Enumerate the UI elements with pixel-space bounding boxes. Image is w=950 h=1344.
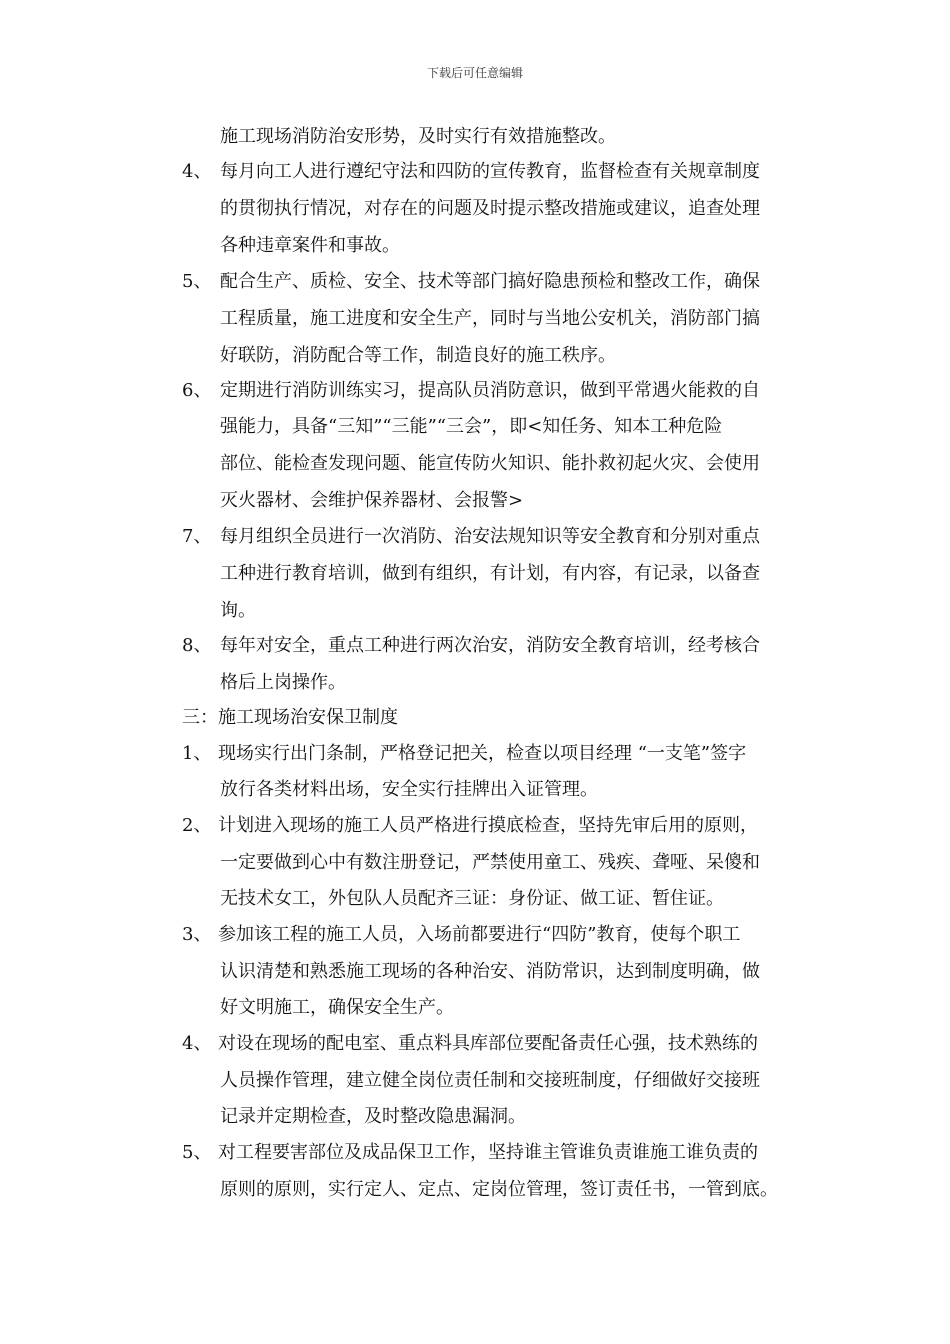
paragraph-line: 工程质量，施工进度和安全生产，同时与当地公安机关，消防部门搞 [220, 308, 760, 329]
list-number: 1、 [182, 743, 212, 764]
paragraph-line: 参加该工程的施工人员，入场前都要进行“四防”教育，使每个职工 [218, 924, 741, 945]
paragraph-line: 好联防，消防配合等工作，制造良好的施工秩序。 [220, 345, 616, 366]
paragraph-line: 对工程要害部位及成品保卫工作，坚持谁主管谁负责谁施工谁负责的 [218, 1142, 758, 1163]
paragraph-line: 工种进行教育培训，做到有组织，有计划，有内容，有记录，以备查 [220, 563, 760, 584]
paragraph-line: 原则的原则，实行定人、定点、定岗位管理，签订责任书，一管到底。 [220, 1179, 778, 1200]
list-number: 5、 [182, 271, 212, 292]
paragraph-line: 每月向工人进行遵纪守法和四防的宣传教育，监督检查有关规章制度 [220, 161, 760, 182]
paragraph-line: 记录并定期检查，及时整改隐患漏洞。 [220, 1106, 526, 1127]
page-header: 下载后可任意编辑 [426, 66, 523, 80]
paragraph-line: 现场实行出门条制，严格登记把关，检查以项目经理 “一支笔”签字 [218, 743, 747, 764]
list-number: 4、 [182, 161, 212, 182]
list-number: 4、 [182, 1033, 212, 1054]
paragraph-line: 计划进入现场的施工人员严格进行摸底检查，坚持先审后用的原则， [218, 815, 758, 836]
paragraph-line: 放行各类材料出场，安全实行挂牌出入证管理。 [220, 779, 598, 800]
paragraph-line: 配合生产、质检、安全、技术等部门搞好隐患预检和整改工作，确保 [220, 271, 760, 292]
paragraph-line: 灭火器材、会维护保养器材、会报警> [220, 490, 524, 511]
paragraph-line: 的贯彻执行情况，对存在的问题及时提示整改措施或建议，追查处理 [220, 198, 760, 219]
paragraph-line: 施工现场消防治安形势，及时实行有效措施整改。 [220, 126, 616, 147]
paragraph-line: 强能力，具备“三知”“三能”“三会”，即<知任务、知本工种危险 [220, 416, 723, 437]
paragraph-line: 询。 [220, 600, 256, 621]
list-number: 3、 [182, 924, 212, 945]
paragraph-line: 部位、能检查发现问题、能宣传防火知识、能扑救初起火灾、会使用 [220, 453, 760, 474]
paragraph-line: 认识清楚和熟悉施工现场的各种治安、消防常识，达到制度明确，做 [220, 961, 760, 982]
section-heading: 三：施工现场治安保卫制度 [182, 707, 398, 728]
paragraph-line: 人员操作管理，建立健全岗位责任制和交接班制度，仔细做好交接班 [220, 1070, 760, 1091]
list-number: 6、 [182, 380, 212, 401]
paragraph-line: 格后上岗操作。 [220, 672, 346, 693]
paragraph-line: 每月组织全员进行一次消防、治安法规知识等安全教育和分别对重点 [220, 526, 760, 547]
list-number: 8、 [182, 635, 212, 656]
paragraph-line: 好文明施工，确保安全生产。 [220, 997, 454, 1018]
paragraph-line: 无技术女工，外包队人员配齐三证：身份证、做工证、暂住证。 [220, 888, 724, 909]
list-number: 7、 [182, 526, 212, 547]
paragraph-line: 各种违章案件和事故。 [220, 235, 400, 256]
list-number: 5、 [182, 1142, 212, 1163]
paragraph-line: 一定要做到心中有数注册登记，严禁使用童工、残疾、聋哑、呆傻和 [220, 852, 760, 873]
paragraph-line: 每年对安全，重点工种进行两次治安，消防安全教育培训，经考核合 [220, 635, 760, 656]
paragraph-line: 定期进行消防训练实习，提高队员消防意识，做到平常遇火能救的自 [220, 380, 760, 401]
list-number: 2、 [182, 815, 212, 836]
paragraph-line: 对设在现场的配电室、重点料具库部位要配备责任心强，技术熟练的 [218, 1033, 758, 1054]
